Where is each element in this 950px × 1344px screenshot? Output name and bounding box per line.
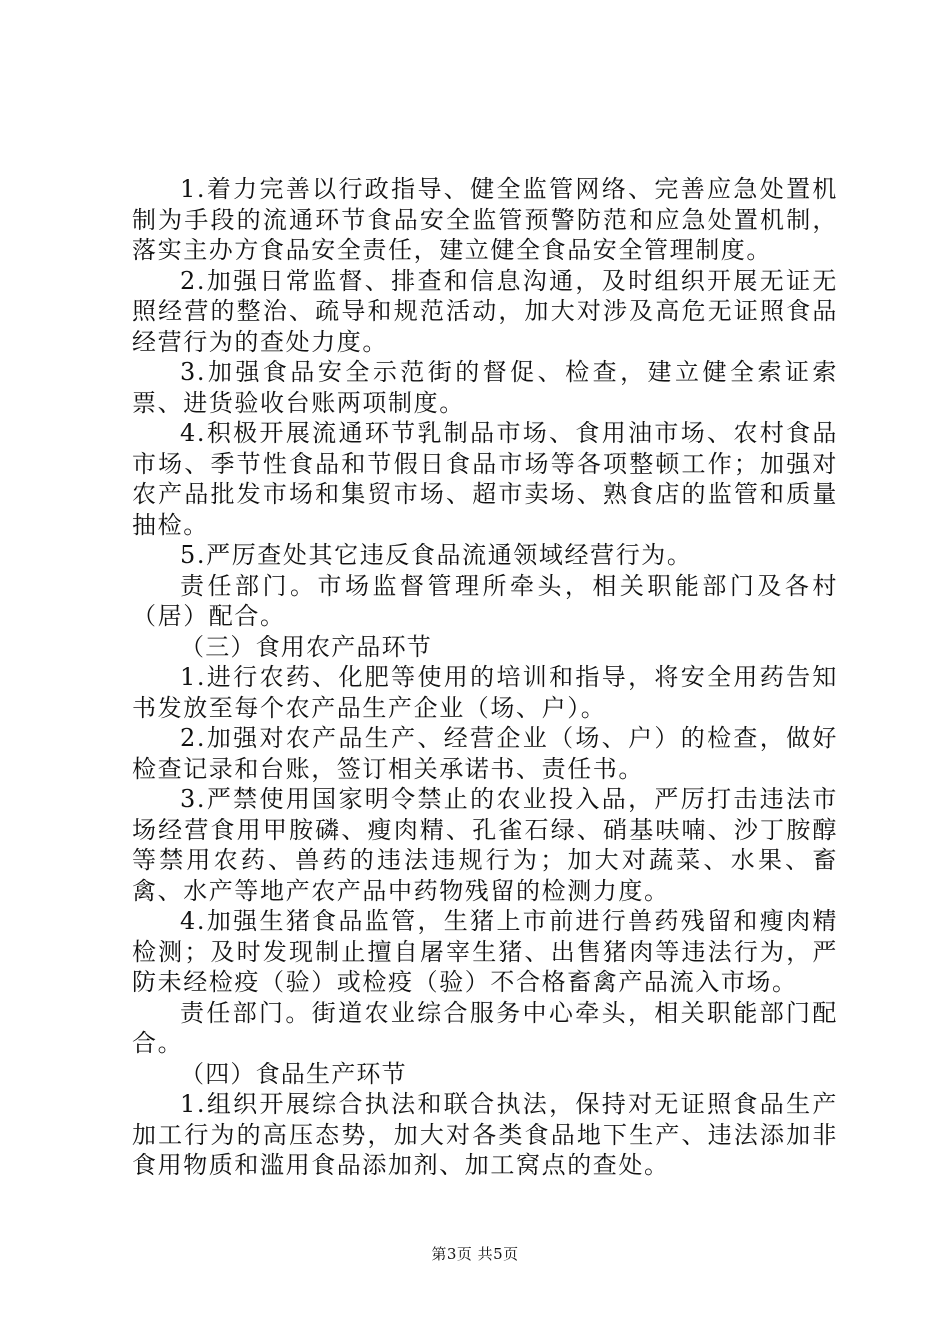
paragraph-4: 4.积极开展流通环节乳制品市场、食用油市场、农村食品市场、季节性食品和节假日食品市场等各项整顿工作；加强对农产品批发市场和集贸市场、超市卖场、熟食店的监管和质量抽检。	[132, 419, 838, 539]
paragraph-7: 2.加强对农产品生产、经营企业（场、户）的检查，做好检查记录和台账，签订相关承诺书、责任书。	[132, 724, 838, 783]
paragraph-8: 3.严禁使用国家明令禁止的农业投入品，严厉打击违法市场经营食用甲胺磷、瘦肉精、孔雀石绿、硝基呋喃、沙丁胺醇等禁用农药、兽药的违法违规行为；加大对蔬菜、水果、畜禽、水产等地产农产品中药物残留的检测力度。	[132, 785, 838, 905]
paragraph-6: 1.进行农药、化肥等使用的培训和指导，将安全用药告知书发放至每个农产品生产企业（场、户）。	[132, 663, 838, 722]
paragraph-1: 1.着力完善以行政指导、健全监管网络、完善应急处置机制为手段的流通环节食品安全监管预警防范和应急处置机制，落实主办方食品安全责任，建立健全食品安全管理制度。	[132, 175, 838, 264]
responsibility-paragraph: 责任部门。街道农业综合服务中心牵头，相关职能部门配合。	[132, 998, 838, 1057]
section-heading-3: （三）食用农产品环节	[180, 632, 432, 661]
responsibility-paragraph: 责任部门。市场监督管理所牵头，相关职能部门及各村（居）配合。	[132, 571, 838, 630]
page-number-footer: 第3页 共5页	[431, 1245, 519, 1263]
paragraph-3: 3.加强食品安全示范街的督促、检查，建立健全索证索票、进货验收台账两项制度。	[132, 358, 838, 417]
document-body	[132, 174, 838, 1181]
paragraph-9: 4.加强生猪食品监管，生猪上市前进行兽药残留和瘦肉精检测；及时发现制止擅自屠宰生猪、出售猪肉等违法行为，严防未经检疫（验）或检疫（验）不合格畜禽产品流入市场。	[132, 907, 838, 996]
paragraph-2: 2.加强日常监督、排查和信息沟通，及时组织开展无证无照经营的整治、疏导和规范活动，加大对涉及高危无证照食品经营行为的查处力度。	[132, 266, 838, 356]
paragraph-5: 5.严厉查处其它违反食品流通领域经营行为。	[180, 541, 693, 569]
paragraph-10: 1.组织开展综合执法和联合执法，保持对无证照食品生产加工行为的高压态势，加大对各类食品地下生产、违法添加非食用物质和滥用食品添加剂、加工窝点的查处。	[132, 1090, 838, 1179]
section-heading-4: （四）食品生产环节	[180, 1059, 407, 1088]
